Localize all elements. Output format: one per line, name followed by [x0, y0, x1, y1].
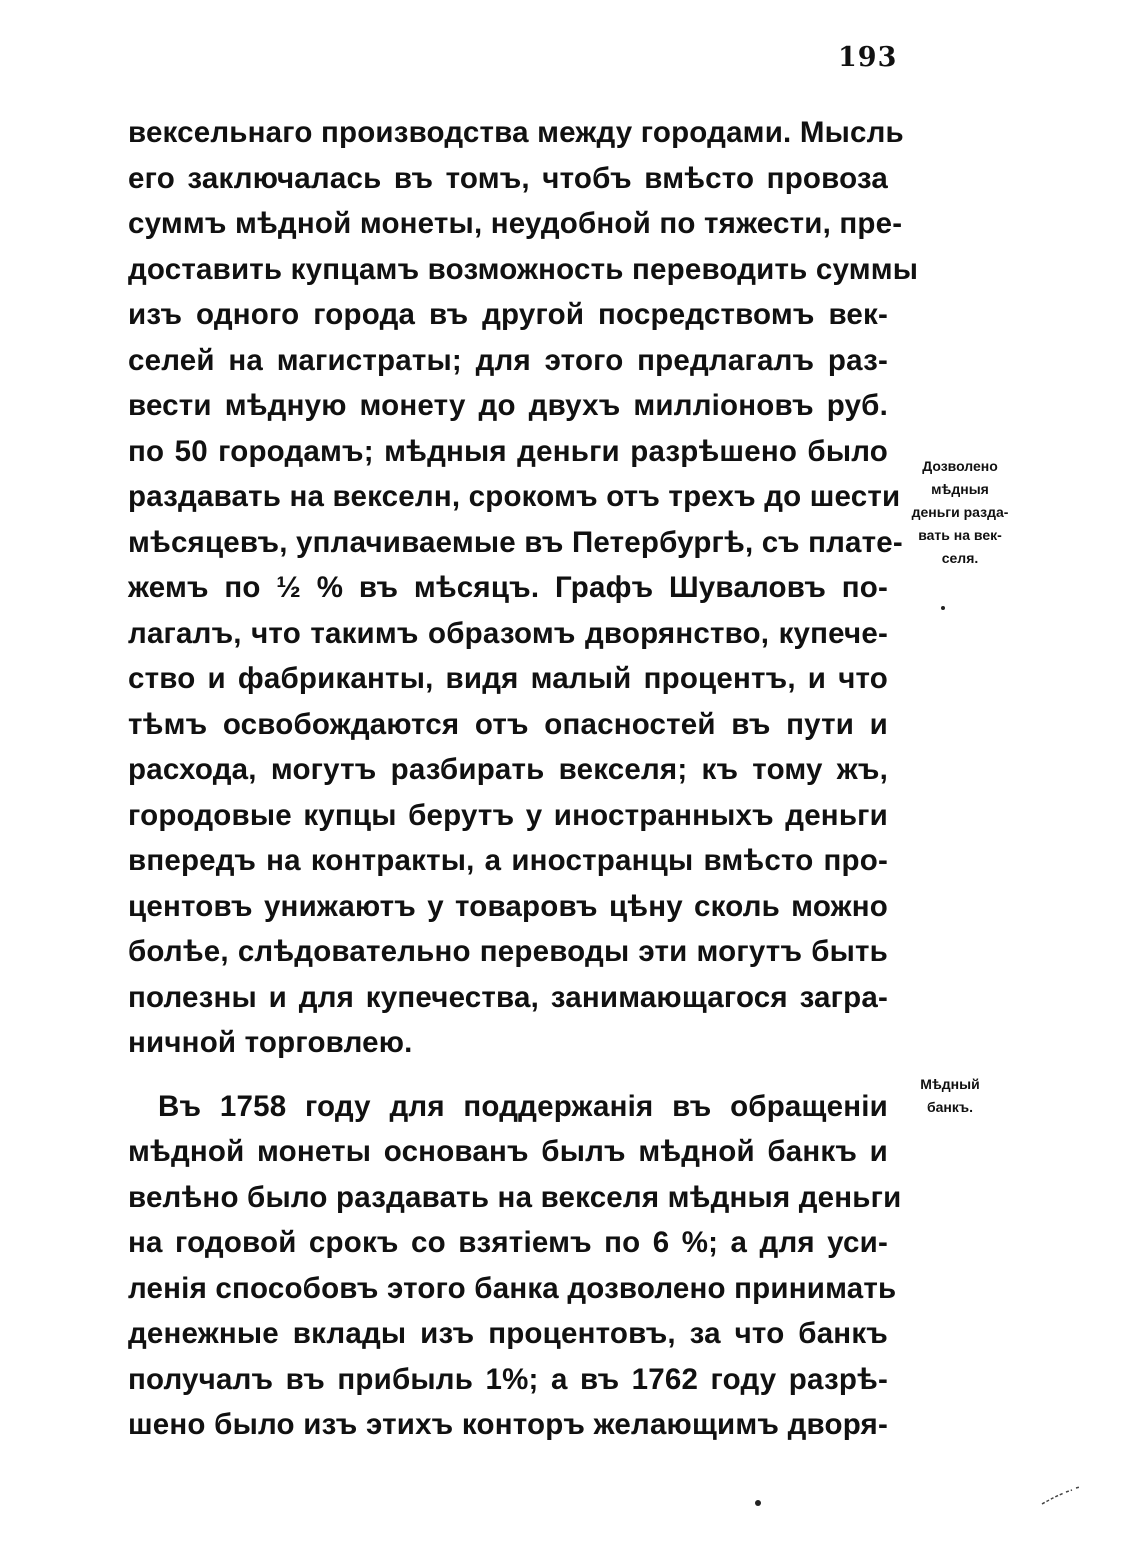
- text-line: центовъ унижаютъ у товаровъ цѣну сколь можно: [128, 889, 888, 923]
- text-line: получалъ въ прибыль 1%; а въ 1762 году разрѣ-: [128, 1362, 888, 1396]
- page-number: 193: [838, 42, 898, 73]
- margin-note-line: Дозволено: [922, 458, 998, 474]
- text-line: изъ одного города въ другой посредствомъ век-: [128, 298, 888, 331]
- ink-speck: [941, 606, 945, 610]
- text-line: его заключалась въ томъ, чтобъ вмѣсто провоза: [128, 161, 888, 195]
- text-line: городовые купцы берутъ у иностранныхъ деньги: [128, 798, 888, 832]
- margin-note-line: вать на век-: [918, 527, 1002, 543]
- body-text: [128, 110, 919, 1448]
- text-line: лагалъ, что такимъ образомъ дворянство, купече-: [128, 616, 888, 650]
- text-line: мѣдной монеты основанъ былъ мѣдной банкъ и: [128, 1135, 888, 1168]
- text-line: тѣмъ освобождаются отъ опасностей въ пути и: [128, 707, 888, 741]
- margin-note-line: деньги разда-: [911, 504, 1009, 520]
- text-line: ство и фабриканты, видя малый процентъ, и что: [128, 662, 888, 695]
- margin-note-line: мѣдныя: [931, 481, 989, 497]
- text-line: вести мѣдную монету до двухъ миллiоновъ руб.: [128, 389, 888, 422]
- text-line: суммъ мѣдной монеты, неудобной по тяжести, пре-: [128, 207, 903, 240]
- text-line: мѣсяцевъ, уплачиваемые въ Петербургѣ, съ плате-: [128, 525, 903, 559]
- text-line: болѣе, слѣдовательно переводы эти могутъ быть: [128, 935, 888, 968]
- margin-note-copper-bank: [900, 1073, 1000, 1119]
- margin-note-line: Мѣдный: [920, 1076, 980, 1092]
- text-line: селей на магистраты; для этого предлагалъ раз-: [128, 343, 888, 377]
- text-line: жемъ по ½ % въ мѣсяцъ. Графъ Шуваловъ по-: [128, 571, 888, 604]
- text-line: полезны и для купечества, занимающагося загра-: [128, 980, 888, 1014]
- ink-speck: [755, 1500, 761, 1506]
- paragraph-first-line: Въ 1758 году для поддержанiя въ обращенiи: [158, 1089, 888, 1123]
- text-line: на годовой срокъ со взятiемъ по 6 %; а для уси-: [128, 1226, 888, 1259]
- margin-note-line: банкъ.: [927, 1099, 973, 1115]
- text-line: ленiя способовъ этого банка дозволено принимать: [128, 1271, 897, 1305]
- text-line: раздавать на векселн, срокомъ отъ трехъ до шести: [128, 480, 901, 513]
- text-line: доставить купцамъ возможность переводить суммы: [128, 252, 919, 286]
- text-line: впередъ на контракты, а иностранцы вмѣсто про-: [128, 844, 888, 877]
- text-line: расхода, могутъ разбирать векселя; къ тому жъ,: [128, 753, 888, 786]
- text-line: вексельнаго производства между городами. Мысль: [128, 116, 904, 149]
- margin-note-permission: [890, 455, 1030, 570]
- text-line: денежные вклады изъ процентовъ, за что банкъ: [128, 1317, 888, 1350]
- text-line: ничной торговлею.: [128, 1026, 413, 1059]
- text-line: шено было изъ этихъ конторъ желающимъ дворя-: [128, 1408, 888, 1441]
- scratch-mark: [1038, 1484, 1084, 1508]
- text-line: велѣно было раздавать на векселя мѣдныя деньги: [128, 1180, 902, 1214]
- text-line: по 50 городамъ; мѣдныя деньги разрѣшено было: [128, 434, 888, 468]
- margin-note-line: селя.: [941, 550, 979, 566]
